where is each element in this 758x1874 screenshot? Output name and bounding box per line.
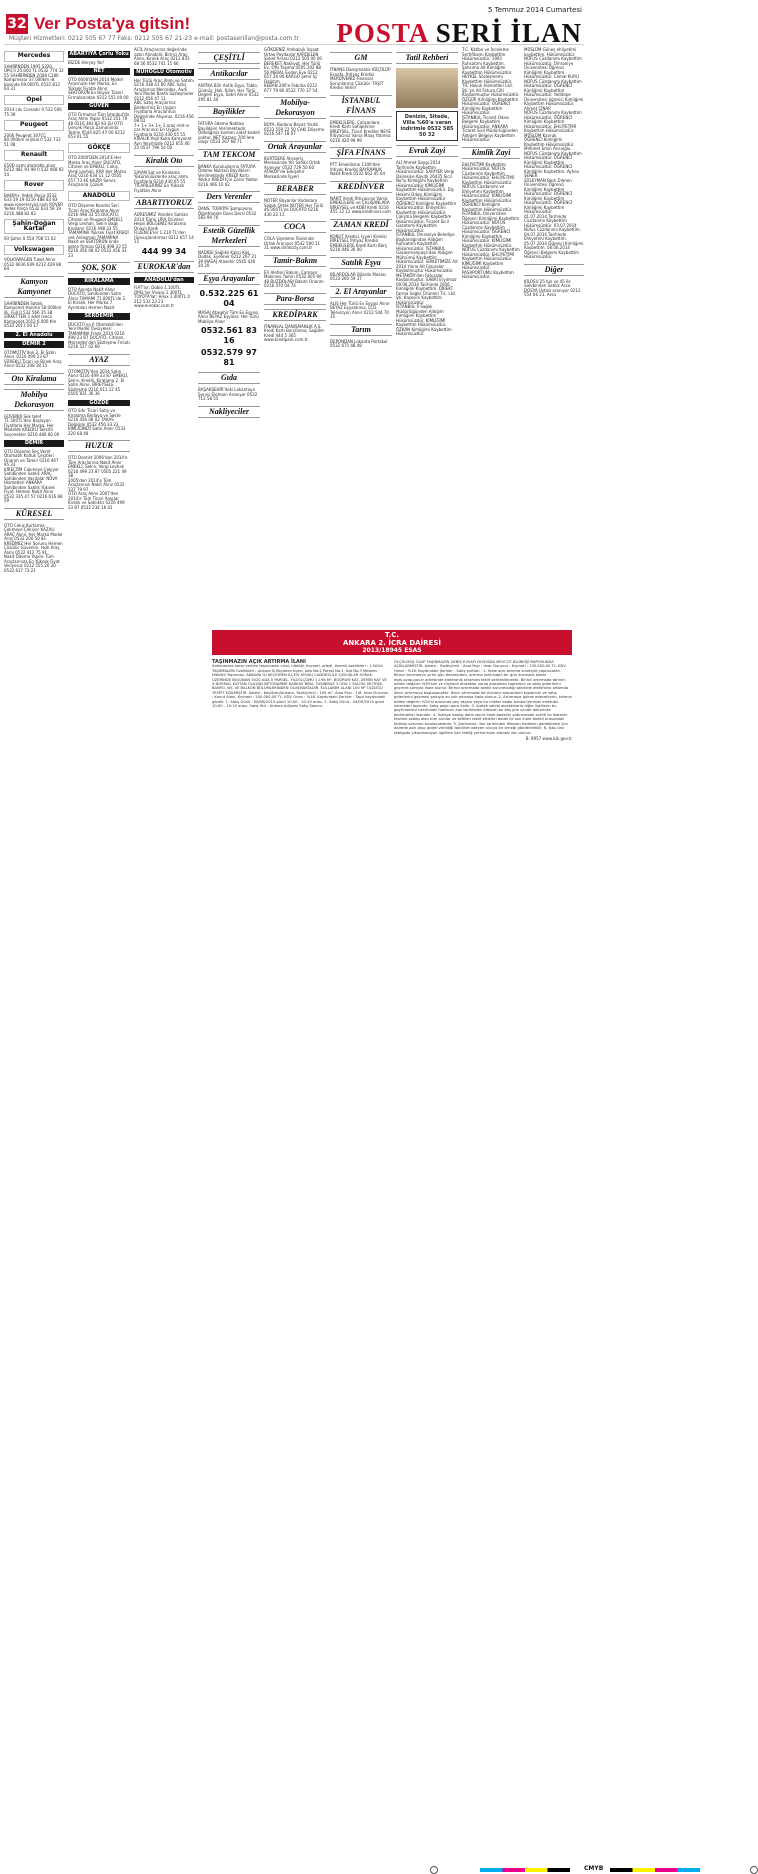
cmyk-label: CMYB (584, 1865, 604, 1872)
phone-number: 0532.561 83 16 (201, 326, 257, 345)
ad-text: BAKIM+ Yedek Parça 0532 633 59 19 0216 488 83 83 www.roverservisi.com ROVER Yedek Parça 0532 633 59 19 0216 488 83 83 (4, 192, 64, 216)
brand-heading: Mercedes (4, 51, 64, 62)
category-heading: 2. El Arayanlar (330, 286, 392, 298)
ad-text: BANKA Kuruluşlarına FATURA Ödeme Noktası Bayilikleri Verilmektedir KREDİ Kartı Yoktur KREDİ İçin Zarar Yoktur 0216 466 10 62 (198, 163, 259, 187)
ad-text: FLUENCE'ler 1.210 TL'den (Sonuçlandırma) 0212 657 14 15 (134, 230, 194, 244)
ad-text: OTO Anında Nakit Alınır DUCATO, Sahibinden Satın Alınır TAMAMI 71.000TL'de 2. El Kiralık, Her Marka 7 Ayrıntıları Hemen Nakit (68, 286, 127, 310)
category-heading: Para-Borsa (264, 293, 326, 305)
category-heading: Kiralık Oto (134, 155, 194, 167)
ad-text: METAKÖR'den Faturalar Kaybolmuştur. SABRİ Eryılmaz 09.06.2014 Tarihinde 1956 Kimliğimi Kaybettim. DİREKT Farma Sağlık Ürünleri Tic. Ltd. Şti. Kaşesini Kaybettim Hükümsüzdür. (396, 272, 457, 305)
brand-heading: Şahin-Doğan Kartal (4, 219, 64, 234)
ad-text: BİLARDOLAR Bilardo Masası 0533 260 59 37 (330, 271, 386, 281)
ad-text: BEREKET Nakliyat, Her Türlü Ev, Ofis Taşıma 0505 202 88 56 MERAL Evden Eve 0212 657 26 90 KARGO Şehir İçi Dağıtım (264, 60, 321, 84)
advertiser-band: ABARTIYA Çorlu Yoku (69, 51, 129, 57)
ad-text: T.C. Kâtibe ve İnceleme Sertifikamı Kaybettim Hükümsüzdür. 1993 Ruhsatımı Kaybettim. Şahsıma Ait Kimliğimi Kaybettim Hükümsüzdür. HEYKEL Sözleşmemi Kaybettim Hükümsüzdür. (462, 47, 513, 84)
ad-text: SAHİBİNDEN Satılık Kamyonet Hanma 58.000km ilk, Full 0 532 566 35 38 SİRKETTEN 3 adet Iveco Kamyonet 2012 6.000 Km 0532 2017 00 17 (4, 300, 62, 328)
ad-text: OTOMOTİV'den 2014 Satın Alınır 0216 499 23 87 EMEKLİ, Sek'e, Kredili, Kiralama 2. El Satın Alınır, BİREYSELE Sözleşme 0216 611 12 45 0505 831 36 36 (68, 368, 129, 396)
ad-text: OTO 2000'DEN 2014'E Her Marka Araç Alınır DUCATO, Citroen ve EMEKLİ, Cekiş, Vergi Levhalı, KAR Her Marka Araç 0216 634 11 12 0505 657 73 46 HAZIR Servis Araçlarına Çözüm (68, 155, 127, 187)
ad-text: ÖĞRENCİ Kimliğimi Kaybettim Hükümsüzdür. Ehliyetimi Kaybettim Hükümsüzdür. Çalışma Belgemi Kaybettim Hükümsüzdür. Ticaret Sicil Gazetemi Kaybettim Hükümsüzdür. (396, 200, 457, 233)
notice-line-1: T.C. (384, 631, 400, 639)
classified-column-9 (524, 48, 584, 298)
category-heading: Nakliyeciler (198, 406, 260, 418)
ad-text: KİLOSU 25 bin ve 45 ile Sahibinden Satılık Arsa. DOSYA Ustası aranıyor 0212 554 66 21. Arsa (524, 278, 581, 297)
ad-text: DANS, TÜRKİYE Şampiyonu Öğretmenle Dans Dersi 0532 583 99 76 (198, 206, 257, 220)
category-heading: BERABER (264, 183, 326, 195)
classified-column-3 (134, 48, 194, 309)
page-number: 32 (7, 16, 27, 32)
ad-text: İSTANBUL Ümraniye Belediye Başkanlığından Aldığım Ruhsatımı Kaybettim Hükümsüzdür. İSTANBUL Gaziosmanpaşa'dan Aldığım Mührümü Kaybettim Hükümsüzdür. SİRKETİMİZE Ait 2014 Yılına Ait Faturalar Kaybolmuştur Hükümsüzdür. (396, 232, 458, 273)
classified-column-5 (264, 48, 326, 343)
ad-text: COLA Şişeleme Tesisinde Ortak Aranıyor 0542 560 11 31 www.drinkcity.com.tr (264, 236, 321, 250)
classified-column-4 (198, 48, 260, 422)
category-heading: Tarım (330, 324, 392, 336)
ad-text: SÜLEYMAN Berk Dilmen Üniversitesi Öğrenci Kimliğimi Kaybettim Hükümsüzdür. ÖĞRENCİ Kimliğimi Kaybettim Hükümsüzdür. ÖĞRENCİ Kimliğimi Kaybettim Hükümsüzdür. (524, 177, 573, 214)
category-heading: Diğer (524, 264, 584, 276)
brand-logo (336, 18, 582, 49)
category-heading: Estetik Güzellik Merkezleri (198, 225, 260, 247)
color-bar-right (610, 1868, 700, 1872)
ad-text: ABC Satış Araçlarınız Birebirimiz En Uygun Fiyatlarla Araçlarınızı Değerinde Alıyoruz. 0216 456 08 02 (134, 100, 194, 123)
ad-text: OTO 6000'DAN 2014 Model Aracınızın Her Marka, En Yüksek Fiyatla Alınır SEKTÖRÜN En Büyük Tüzeri Firmalarından 0212 555 00 00 (68, 76, 129, 100)
ad-text: KONUT Kredisi, İşyeri Kredisi BİREYSEL İhtiyaç Kredisi EMEKLİLERE Kredi Kartı Borç 0216 446 36 00 (330, 233, 387, 252)
brand-heading: Rover (4, 180, 64, 191)
ad-text: PTT Emeklisine 1100'den ihtiyaç Kredisi BAYRAMLIK Nakit Kredi 0532 662 45 64 (330, 162, 386, 176)
ad-text: FIAT'lar; Doblo 1.100TL OPEL'ler Vivaro 1.300TL TOYOTA'lar; Hilux 1.400TL 0 212 533 23 23 www.eurokar.com.tr (134, 285, 190, 308)
advertiser-band: NET (68, 68, 130, 75)
ad-text: ÖĞRENCİ Kimliğimi Kaybettim Hükümsüzdür. İSTANBUL Üniversitesi Öğrenci Kimliğimi Kaybettim Hükümsüzdür. NÜFUS Cüzdanımı Kaybettim Hükümsüzdür. ÖĞRENCİ Kimliğimi Kaybettim Hükümsüzdür. KİMLİĞİMİ Kaybettim Hükümsüzdür. (462, 202, 520, 248)
ad-text: EMEKLİLERE, Çalışanlara, Kredi Kartı Sahiplerine BİREYSEL, Ticari Krediler NEYE Ihtiyacınız Varsa Maaş Yatırma 0216 420 99 99 (330, 119, 391, 143)
ad-text: FATURA ödeme Noktası Bayilikleri Verilmektedir. Ödediğiniz kısmen aidat bedeli yoktur. NET Kazanç 700'lere ulaşır 0533 267 68 71 (198, 121, 260, 144)
notice-body-right (394, 660, 572, 922)
ad-text: MASAJ Atasehir Tüm Ev Eşyası Alınır BEYAZ Eşyalar, Her Türlü Mobilya Alınır (198, 309, 259, 324)
category-heading: ÇEŞİTLİ (198, 52, 260, 64)
advertiser-band: SERDEMİR (68, 313, 130, 320)
ad-text: OTOMOTİV'den 2. El Satın Alınır. 0216 499 23 87 SÜREKLİ Ticari ve Binek Araç Alınır 0532 208 18 15 (4, 349, 62, 368)
display-ad: Denizin, Sitede, Villa %60'a varan indirimle 0532 585 50 32 (396, 111, 458, 141)
ad-text: E50D cami otomatik alınır 0212 481 91 98 0 532 468 92 54 (4, 162, 64, 177)
registration-mark-icon (430, 1866, 438, 1874)
ad-text: VOLKSWAGEN Tuket Alınır 0532 6636 609 0212 429 86 64 (4, 257, 62, 271)
category-heading: TAM TEKCOM (198, 149, 260, 161)
notice-body-left (212, 660, 390, 922)
advertiser-band: GÜVEN (68, 103, 130, 110)
category-heading: EUROKAR'dan (134, 261, 194, 273)
category-heading: Bayilikler (198, 106, 260, 118)
ad-text: OTO Sıfır Ticari Satış ve Kiralama Bedava ve Sekte 0216 456 08 02 TAKAS Değişimi 0532 456 33 23 KİMLİĞİNİZİ Satın Alınır 0532 220 68 48 (68, 408, 126, 436)
notice-signature: B: 8957 www.bik.gov.tr (525, 735, 572, 741)
ad-text: BOYA, Badana Beyaz Yıkıklı 0533 559 22 50 ÇAKI Döşeme 0216 547 18 07 (264, 122, 325, 136)
ad-text: KURTDERE Alışveriş Merkezinde Yer Sahibi Ortak Aranıyor 0532 729 50 60 ATAKÖY'de Eskişehir Merkezinde İşyeri (264, 155, 321, 179)
brand-heading: ANADOLU (68, 191, 130, 202)
brand-heading: Volkswagen (4, 245, 64, 256)
ad-text: FİNANS Danışmanlık KÜÇÜLÜP Esnafa, İhtiyaç Kredisi MERDİVENİZ Finansal Sorunlarınız Çözülür. TAŞIT Kredisi Verilir (330, 67, 391, 90)
ad-text: EV Aletleri Bakım, Çamaşır Makinesi Tamiri 0532 605 90 48 BUZDOLABI Bakım Onarım 0216 470 04 74 (264, 269, 324, 288)
ad-text: KİREÇÖM Cekmeye Çekiyor Sahibinden Satılık ARAÇ Sahibinden Vasıtalar NÜVA Hizmetleri ANKARA Sahibinden Satılık Yüksek Fiyat. Hemen Nakit Alınır 0532 335 47 57 0216 616 68 59 (4, 466, 63, 503)
category-heading: KÜRESEL (4, 508, 64, 520)
category-heading: Oto Kiralama (4, 373, 64, 385)
ad-text: NÜFUS Cüzdanımı Kaybettim Hükümsüzdür. ÖĞRENCİ Kimliğimi Kaybettim Hükümsüzdür. Yeditepe Üniversitesi öğrenci Kimliğimi Kaybettim Hükümsüzdür. Ahmet ÇİNAR (524, 78, 584, 111)
category-heading: Ortak Arayanlar (264, 141, 326, 153)
ad-text: ACİL Araçlarınız değerinde satın Alınabilir. Birinci Araç Alımı, Kiralık Araç 0212 833 68 56 0532 741 15 66 (134, 47, 190, 66)
notice-text-right: ÖLÇÜLMÜŞ OLUP TAŞINMAZIN GENİŞ EVSAFI DOSYADA MEVCUT BİLİRKİŞİ RAPORUNDA AÇIKLANMIŞTIR. Adresi : Yüzölçümü : Arsa Payı : İmar Durumu : Kıymeti : 130.000,00 TL. KDV Oranı : %18. Kaydındaki Şerhler : Satış şartları : 1- İhale açık artırma suretiyle yapılacaktır. Birinci artırmanın yirmi gün öncesinden, artırma tarihinden bir gün öncesine kadar esat.uyap.gov.tr adresinde elektronik ortamda teklif verilebilecektir. Birinci artırmada tahmin edilen değerin %50'sini ve rüçhanlı alacaklar varsa alacakları toplamını ve satış giderlerini geçmek şartıyla ihale olunur. Birinci artırmada istekli bulunmadığı takdirde elektronik ortamda ikinci artırmaya başlanacaktır. İkinci artırmada da rüçhanlı alacakların toplamını ve satış giderlerini geçmesi şartıyla en çok artırana ihale olunur. 2- Artırmaya iştirak edeceklerin, tahmin edilen değerin %20'si oranında pey akçesi veya bu miktar kadar banka teminat mektubu vermeleri lazımdır. Satış peşin para iledir. 3- İpotek sahibi alacaklılarla diğer ilgililerin bu gayrimenkul üzerindeki haklarını ilan tarihinden itibaren on beş gün içinde dairemize bildirmeleri lazımdır. 4- İhaleye katılıp daha sonra ihale bedelini yatırmamak sureti ile ihalenin feshine sebep olan tüm alıcılar ve kefilleri teklif ettikleri bedel ile son ihale bedeli arasındaki farktan sorumlu tutulacaklardır. 5- Şartname, ilan tarihinden itibaren herkesin görebilmesi için dairede açık olup gideri verildiği takdirde isteyen alıcıya bir örneği gönderilebilir. 6- İşbu ilan tebligata çıkarılamayan ilgililere ilan tebliğ yerine kaim olacağı ilan olunur. (394, 660, 572, 735)
ad-text: GÜVENİR Sek telef 71.500TL'den Başlayan Fiyatlarla Her Marka, Her Modelde KREDİLİ Taksitli Seçenekler 0216 466 80 00 (4, 413, 60, 437)
category-heading: Eşya Arayanlar (198, 273, 260, 285)
ad-text: Nakit Ödeme Yapılır. Tüm Araçlarınıza En Yüksek Fiyat Veriyoruz 0212 555 20 20 0532 617 73 21 (4, 554, 60, 573)
category-heading: Satılık Eşya (330, 257, 392, 269)
category-heading: Ders Verenler (198, 191, 260, 203)
advertiser-band: GÖZDE (68, 400, 130, 407)
registration-mark-icon (750, 1866, 758, 1874)
ad-text: KİRALIK Yeşil Kuka Kamyonet Ayrı Yenimizde 0212 655 06 23 0537 796 54 00 (134, 136, 192, 150)
ad-text: BİZDE Herşey Yer! (68, 59, 105, 65)
ad-text: 0216 456 08 02 0532 456 33 23 (68, 248, 127, 258)
ad-text: OTO Döşeme Seç Veret Otomatik Koltuk Çeşitleri Onarım ve Tamiri 0216 467 95 33 (4, 448, 59, 467)
ad-text: SAYAN Sat ve Kiralama Yükümlülüklerde araç alımı Fiyatlarla 0216 430 05 55 TİCARİLERİNİZ En Yüksek Fiyattan Alınır (134, 169, 188, 193)
notice-title: TAŞINMAZIN AÇIK ARTIRMA İLANI (212, 659, 306, 665)
category-heading: Kimlik Zayi (462, 147, 520, 159)
category-heading: ZAMAN KREDİ (330, 219, 392, 231)
brand-heading: Opel (4, 95, 64, 106)
ad-text: Her Türlü Araç Alımı ve Satımı 0216 438 41 00 ABC Satış Araçlarınız Mercedes, Audi Yeni Model Bantlı Sözleşmeler 0212 656 47 11 (134, 77, 194, 101)
category-heading: Kamyon Kamyonet (4, 276, 64, 298)
category-heading: HUZUR (68, 440, 130, 452)
ad-text: İSTANBUL Ticaret Odası Belgemi Kaybettim Hükümsüzdür. ANKARA Ticaret Sicil Müdürlüğünden Aldığım Belgeyi Kaybettim Hükümsüzdür. (462, 114, 518, 142)
ad-text: 01.07.2014 Tarihinde Cüzdanımı Kaybettim Hükümsüzdür. 03.07.2014 Nüfus Cüzdanımı Kaybettim. 04.07.2014 Tarihinde Ehliyetimi Kaybettim. 05.07.2014 Öğrenci Kimliğimi Kaybettim. 06.06.2014 Öğrenci Belgemi Kaybettim Hükümsüzdür. (524, 213, 584, 259)
ad-text: 2005'den 2014'e Tüm Araçlarınızı Nakit Alırız 0532 337 79 97 (68, 477, 125, 492)
brand-seri-ilan: SERİ İLAN (435, 18, 582, 48)
category-heading: İSTANBUL FİNANS (330, 95, 392, 117)
ad-text: ANTİKA Bilir Antik Eşya, Tablo, Gümüş, Halı, Kilim, Her Türlü Değerli Eşya, Satın Alınır 0532 295 81 40 (198, 83, 259, 102)
classified-column-7 (396, 48, 458, 337)
classified-column-8 (462, 48, 520, 280)
notice-line-3: 2013/18945 ESAS (362, 647, 422, 654)
notice-line-2: ANKARA 2. İCRA DAİRESİ (343, 639, 441, 647)
masthead-slogan: Ver Posta'ya gitsin! (34, 14, 191, 33)
print-marks (210, 932, 604, 1872)
classified-column-2 (68, 48, 130, 510)
court-notice-header (212, 630, 572, 655)
ad-text: ALIŞ Her Türlü Ev Eşyası Alınır BEYAZ Eşyalarınız, LCD Televizyon Alınır 0212 544 70 35 (330, 300, 390, 319)
category-heading: Tatil Rehberi (396, 52, 458, 64)
category-heading: Evrak Zayi (396, 145, 458, 157)
advertiser-band: 2. El Anadolu (4, 332, 64, 339)
ad-text: İSTANBUL İl Sağlık Müdürlüğünden Aldığım Kimliğimi Kaybettim Hükümsüzdür. KİMLİĞİMİ Kaybettim Hükümsüzdür. ÖZKAN Kimliğimi Kaybettim Hükümsüzdür. (396, 304, 452, 336)
category-heading: KREDİNVER (330, 181, 392, 193)
ad-text: TİC Hukuk Hizmetleri Ltd. Şti.'ye Ait Fatura Cilti Kaybolmuştur Hükümsüzdür. ÖZGÜR Kimliğimi Kaybettim Hükümsüzdür. ÖĞRENCİ Kimliğimi Kaybettim Hükümsüzdür. (462, 83, 520, 115)
phone-number: 0532.579 97 81 (201, 348, 257, 367)
phone-number: 0.532.225 61 04 (199, 288, 259, 308)
category-heading: COCA (264, 221, 326, 233)
ad-text: 2006 Peugeot 307CC 80.000km orijinal 0 532 733 51 08 (4, 132, 61, 147)
advertiser-band: KİRALAMA (68, 278, 130, 285)
category-heading: KREDİPARK (264, 309, 326, 321)
category-heading: ABARTIYORUZ (135, 198, 192, 207)
advertiser-band: NUHOĞLU Otomotiv (134, 69, 194, 76)
advertiser-band: DEMİR 2 (4, 341, 64, 348)
ad-text: KEBAN 200'e Fabrika 0212 677 79 86 0532 770 37 54 (264, 83, 318, 93)
ad-text: DEPONDAN Lokanta Portakal 0532 675 48 48 (330, 338, 388, 348)
color-bar-left (480, 1868, 570, 1872)
ad-text: GÖKDENİZ Ambalajlı İnşaat Ortak Paydaşlar KARDELEN Şirket Arsası 0212 505 00 00 (264, 47, 322, 61)
advertiser-band: DEMİR (4, 440, 64, 447)
ad-text: NOTER Bayanlar Kadınlara Soğuk Ortak NOTER Her Türlü 46.000TL'ye DUCATO 0216 430 22 11 (264, 198, 324, 217)
category-heading: Tamir-Bakım (264, 255, 326, 267)
brand-heading: Renault (4, 150, 64, 161)
brand-heading: GÖKÇE (68, 143, 130, 154)
ad-text: ADRESİMİZ Yeniden Satılan 2014 Tümü LİRA Ürünleri Hepsi BÖLGENİZ Kiralama Onaylı Kredi (134, 212, 189, 231)
ad-text: OTO Döşeme Kondisi Seri Ticari Araç Kiralama Alınır 0216 498 33 55 DUCATO, Citroen ve Peugeot EMEKLİ, Vergi Levhalı, Sek'e Bağlı Kiralanır 0216 498 33 55 TAMAMINA Yüksek Fiyat KREDİ sek Anlaşmalı TAMAMINA Nakit ve SEKTÖRÜN önde gelen firması 0216 498 33 55 (68, 203, 129, 249)
ad-text: EHLİYETİMİ Kaybettim Hükümsüzdür. NÜFUS Cüzdanımı Kaybettim Hükümsüzdür. EHLİYETİMİ Kaybettim Hükümsüzdür. NÜFUS Cüzdanımı ve Ehliyetimi Kaybettim Hükümsüzdür. KİMLİĞİMİ Kaybettim Hükümsüzdür. (462, 161, 514, 203)
contact-line: Müşteri Hizmetleri: 0212 505 67 77 Faks: 0212 505 67 21-23 e-mail: postaseriilan@posta.com.tr (9, 35, 300, 42)
brand-posta: POSTA (336, 18, 428, 48)
category-heading: Antikacılar (198, 68, 260, 80)
phone-number: 444 99 34 (141, 246, 187, 256)
ad-text: MÜSLÜM Güneş ehliyetimi kaybettim. Hükümsüzdür. NÜFUS Cüzdanımı Kaybettim Hükümsüzdür. Ümraniye Üniversitesi Öğrenci Kimliğimi Kaybettim Hükümsüzdür. Cemal KURU (524, 47, 582, 79)
category-heading: ŞİFA FİNANS (330, 147, 392, 159)
ad-text: ALİ Ahmet Saygı 2014 Tarihinde Kaybettim Hükümsüzdür. SARIYER Vergi Dairesine Kayıtlı 26435 Sicil No'lu Kimliğimi Kaybettim Hükümsüzdür KİMLİĞİMİ Kaybettim Hükümsüzdür. Diş Hekimi Odası Kimliğimi Kaybettim Hükümsüzdür (396, 160, 455, 201)
category-heading: GM (330, 52, 392, 64)
ad-text: BAŞAKŞEHİR'deki Lokantaya Servis Elemanı Aranıyor 0532 712 58 55 (198, 387, 258, 401)
ad-text: NAKİT Kredi İhtiyacınız Varsa EMEKLİLERE ve ÇALIŞANLARA BİREYSEL ve KOBİ Kredi 0216 455 12 12 www.kredinver.com (330, 195, 391, 214)
category-heading: Mobilya-Dekorasyon (264, 97, 326, 119)
ad-text: 2014 cıkı Corsadır 0 532 506 75 39 (4, 107, 62, 117)
ad-text: DUCATO'ya 6 Otomobil'den Yeni Model Tavsiyeleri TAMAMINA Frank 2014 0216 499 23 87 DUCATO, Citroen, Mercedes'den Sözleşme Fırsatı 0216 527 02 69 (68, 321, 130, 349)
ad-text: NÜFUS Cüzdanımı Kaybettim Hükümsüzdür. EHLİYETİMİ Kaybettim Hükümsüzdür. KİMLİĞİMİ Kaybettim Hükümsüzdür. PASAPORTUMU Kaybettim Hükümsüzdür. (462, 247, 520, 279)
classified-column-6 (330, 48, 392, 349)
ad-text: FİNANSAL DANIŞMANLIK A.Ş. Kredi Kartı Borçlarına, Sağlam Kredi 444 5 365 www.kredipark.com.tr (264, 323, 324, 342)
category-heading: AYAZ (68, 354, 130, 366)
advertiser-band: ANADOLU'dan (134, 277, 194, 284)
notice-text-left: Satılmasına karar verilen taşınmazın cinsi, niteliği, kıymeti, adedi, önemli özellikleri : 1 NOLU TAŞINMAZIN Özellikleri : Ankara İli Keçiören İlçesi, Ada No:2 Parsel No:1, Kat No:3 Mesken Nitelikli Taşınmaz. ANKARA İLİ KEÇİÖREN İLÇESİ AYVALI CADDESİ İLE ÇAVUŞLAR SOKAK ÜZERİNDE BULUNAN 3020 ADA 5 PARSEL. YÜZÖLÇÜMÜ 1.196 M². BODRUM KAT, ZEMİN KAT VE 4 NORMAL KATTAN OLUŞAN BETONARME KARKAS BİNA. TAŞINMAZ 3 ODA 1 SALON, MUTFAK, BANYO, WC VE BALKON BÖLÜMLERİNDEN OLUŞMAKTADIR. KULLANIM ALANI 100 M² OLDUĞU TESPİT EDİLMİŞTİR. Adresi : Keçiören/Ankara. Yüzölçümü : 100 m². Arsa Payı : 1/8. İmar Durumu : Konut Alanı. Kıymeti : 100.000,00 TL. KDV Oranı : %18. Kaydındaki Şerhler : Tapu kaydındaki gibidir. 1. Satış Günü : 08/08/2014 günü 10:00 - 10:10 arası. 2. Satış Günü : 04/09/2014 günü 10:00 - 10:10 arası. Satış Yeri : Ankara Adliyesi Satış Salonu. (212, 664, 389, 709)
ad-text: ÖĞRENCİ Kimliğimi Kaybettim Hükümsüzdür. Mehmet Emin Arıcıoğlu. NÜFUS Cüzdanımı Kaybettim Hükümsüzdür. ÖĞRENCİ Kimliğimi Kaybettim Hükümsüzdür. ÖĞRENCİ Kimliğimi Kaybettim. Ayhan ŞENER (524, 137, 582, 178)
classified-column-1 (4, 48, 64, 573)
page-header (4, 4, 584, 48)
ad-text: OTO Cekiş Kurtarma Çekmeye Çekiyor KAZALI ARAÇ Alınır. Her Marka Model Araç 0532 200 50 81 KREDİNİZ Her Sorunu Hemen Çözülür Güvenilir, Hızlı Araç Alımı 0532 412 75 91 (4, 522, 63, 555)
ad-text: 7+ 1+ 3+ 1+ 3 araç rent-a-car Aracınızı En Uygun Fiyatlarla 0216 430 05 55 (134, 122, 190, 137)
ad-text: OTO Araç Alımı 2007'den 2014'e Tüm Ticari Araçlar Kiralık ve Satılıktır 0216 499 23 87 0532 234 16 01 (68, 491, 125, 510)
category-heading: ŞOK, ŞOK (68, 262, 130, 274)
ad-text: 93 Şahin 0 554 708 51 02 (4, 236, 56, 241)
category-heading: Gıda (198, 372, 260, 384)
category-heading: Mobilya Dekorasyon (4, 389, 64, 411)
ad-text: SAHİBİNDEN 1995 S320, UPG'li 25.000 TL 0532 774 32 55 SAHİBİNDEN 2008 C180 Kompressor 37.000km ilk basında 69.000TL 0532 812 64 31 (4, 63, 64, 91)
issue-date: 5 Temmuz 2014 Cumartesi (487, 6, 582, 14)
brand-heading: Peugeot (4, 120, 64, 131)
ad-text: OTO Firmamız Tüm İstanbul'da Araç Alımı Yapar 0532 251 79 48 0216 383 83 83 ŞU OTO Gerçek Parça Zamanında Teslim 0544 825 47 00 0212 653 01 55 (68, 111, 130, 139)
ad-photo (396, 68, 458, 108)
ad-text: NÜFUS Cüzdanımı Kaybettim Hükümsüzdür. ÖĞRENCİ Kimliğimi Kaybettim Hükümsüzdür. EHLİYETİMİ Kaybettim Hükümsüzdür. MÜSLÜM Kavruk (524, 110, 582, 138)
ad-text: OTO Dentist 2006'dan 2014'e Tüm Araçlarınız Nakit Alınır EMEKLİ, Sek'e, Vergi Levhalı 0216 499 23 87 0505 221 49 38 (68, 455, 128, 478)
ad-text: NADİDE Sağlıklı Kalıcı Kaş, Dudak, Eyeliner 0212 267 21 39 MASAJ Atasehir 0545 430 20 20 (198, 249, 257, 268)
